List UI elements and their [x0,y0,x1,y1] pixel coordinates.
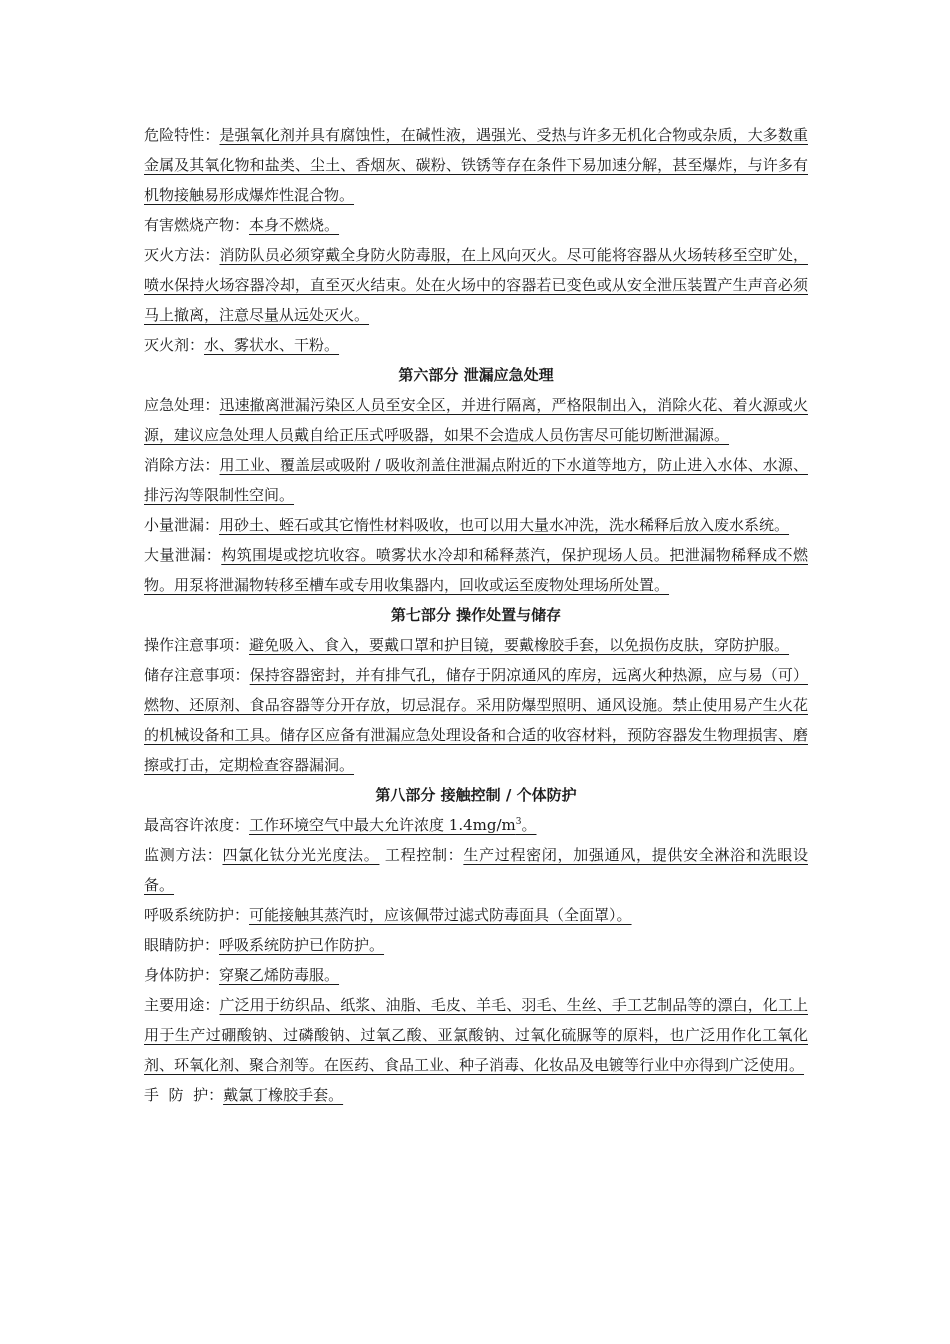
field-value: 戴氯丁橡胶手套。 [223,1086,344,1104]
field-value: 广泛用于纺织品、纸浆、油脂、毛皮、羊毛、羽毛、生丝、手工艺制品等的漂白，化工上用于生产过硼酸钠、过磷酸钠、过氧乙酸、亚氯酸钠、过氧化硫脲等的原料，也广泛用作化工氧化剂、环氧化剂、聚合剂等。在医药、食品工业、种子消毒、化妆品及电镀等行业中亦得到广泛使用。 [144,996,808,1074]
field-value: 消防队员必须穿戴全身防火防毒服，在上风向灭火。尽可能将容器从火场转移至空旷处，喷水保持火场容器冷却，直至灭火结束。处在火场中的容器若已变色或从安全泄压装置产生声音必须马上撤离，注意尽量从远处灭火。 [144,246,808,324]
section-6-heading: 第六部分 泄漏应急处理 [398,366,554,384]
field-value: 水、雾状水、干粉。 [204,336,340,354]
combustion-products [144,210,808,240]
field-label: 操作注意事项： [144,636,250,654]
field-label: 身体防护： [144,966,220,984]
field-value: 穿聚乙烯防毒服。 [219,966,340,984]
section-8-heading: 第八部分 接触控制 / 个体防护 [375,786,577,804]
field-label: 有害燃烧产物： [144,216,250,234]
hand-protection [144,1080,808,1110]
field-value: 本身不燃烧。 [249,216,340,234]
field-value: 保持容器密封，并有排气孔，储存于阴凉通风的库房，远离火种热源，应与易（可）燃物、还原剂、食品容器等分开存放，切忌混存。采用防爆型照明、通风设施。禁止使用易产生火花的机械设备和工具。储存区应备有泄漏应急处理设备和合适的收容材料，预防容器发生物理损害、磨擦或打击，定期检查容器漏洞。 [144,666,808,774]
max-allowable-concentration [144,810,808,840]
unit-superscript: 3 [515,817,522,827]
fire-fighting-method [144,240,808,330]
field-value: 可能接触其蒸汽时，应该佩带过滤式防毒面具（全面罩）。 [249,906,632,924]
field-label: 灭火方法： [144,246,220,264]
body-protection [144,960,808,990]
field-value: 是强氧化剂并具有腐蚀性，在碱性液，遇强光、受热与许多无机化合物或杂质，大多数重金属及其氧化物和盐类、尘土、香烟灰、碳粉、铁锈等存在条件下易加速分解，甚至爆炸，与许多有机物接触易形成爆炸性混合物。 [144,126,808,204]
large-leak [144,540,808,600]
concentration-text: 工作环境空气中最大允许浓度 1.4mg/m [249,816,516,834]
field-value: 构筑围堤或挖坑收容。喷雾状水冷却和稀释蒸汽，保护现场人员。把泄漏物稀释成不燃物。用泵将泄漏物转移至槽车或专用收集器内，回收或运至废物处理场所处置。 [144,546,808,594]
small-leak [144,510,808,540]
field-label: 呼吸系统防护： [144,906,250,924]
storage-notes [144,660,808,780]
document-page [144,120,808,1110]
field-value: 用砂土、蛭石或其它惰性材料吸收，也可以用大量水冲洗，洗水稀释后放入废水系统。 [219,516,790,534]
field-label: 小量泄漏： [144,516,220,534]
field-label: 眼睛防护： [144,936,220,954]
field-label: 危险特性： [144,126,220,144]
field-label: 大量泄漏： [144,546,222,564]
engineering-control-label: 工程控制： [379,846,464,864]
field-label: 最高容许浓度： [144,816,250,834]
field-value: 四氯化钛分光光度法。 [222,846,380,864]
field-label: 应急处理： [144,396,220,414]
field-label: 消除方法： [144,456,220,474]
field-value: 呼吸系统防护已作防护。 [219,936,385,954]
operation-notes [144,630,808,660]
field-label: 监测方法： [144,846,223,864]
monitoring-method [144,840,808,900]
engineering-control-value: 生产过程密闭，加强通风，提供安全淋浴和洗眼设备。 [144,846,808,894]
field-value [249,816,536,834]
eye-protection [144,930,808,960]
field-label: 主要用途： [144,996,220,1014]
main-usage [144,990,808,1080]
field-value: 用工业、覆盖层或吸附 / 吸收剂盖住泄漏点附近的下水道等地方，防止进入水体、水源、排污沟等限制性空间。 [144,456,808,504]
extinguishing-agent [144,330,808,360]
emergency-handling [144,390,808,450]
field-value: 迅速撤离泄漏污染区人员至安全区，并进行隔离，严格限制出入，消除火花、着火源或火源，建议应急处理人员戴自给正压式呼吸器，如果不会造成人员伤害尽可能切断泄漏源。 [144,396,808,444]
field-label: 储存注意事项： [144,666,250,684]
respiratory-protection [144,900,808,930]
field-label: 手 防 护： [144,1086,224,1104]
concentration-tail: 。 [521,816,537,834]
elimination-method [144,450,808,510]
section-7-heading: 第七部分 操作处置与储存 [390,606,562,624]
field-label: 灭火剂： [144,336,205,354]
field-value: 避免吸入、食入，要戴口罩和护目镜，要戴橡胶手套，以免损伤皮肤，穿防护服。 [249,636,790,654]
hazard-characteristics [144,120,808,210]
